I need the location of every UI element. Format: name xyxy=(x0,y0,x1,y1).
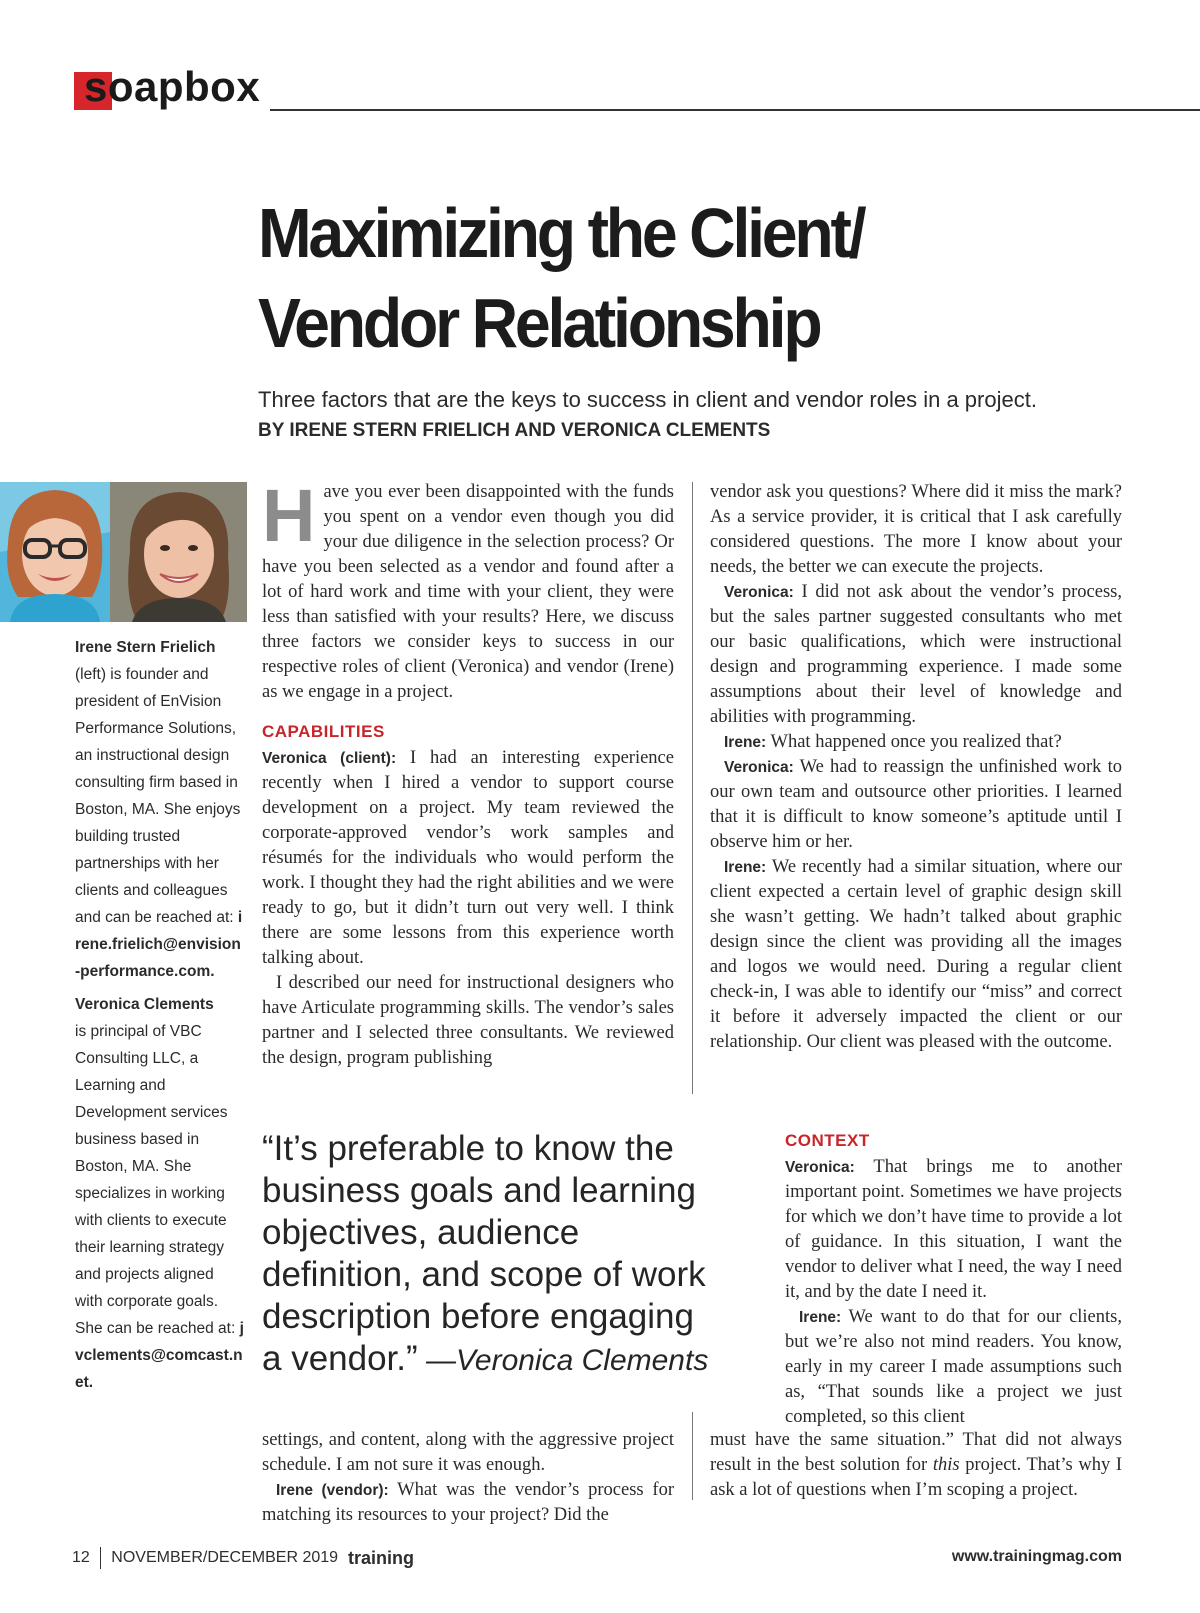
intro-text: ave you ever been disappointed with the funds you spent on a vendor even though you did your due diligence in the selection process? Or have you been selected as a vendor and found after a lot of hard work and time with your client, they were less than satisfied with your results? Here, we discuss three factors we consider keys to success in our respective roles of client (Veronica) and vendor (Irene) as we engage in a project. xyxy=(262,482,674,702)
paragraph-text: What happened once you realized that? xyxy=(766,732,1062,752)
paragraph-continued: settings, and content, along with the aggressive project schedule. I am not sure it was enough. xyxy=(262,1430,674,1475)
paragraph-irene-question xyxy=(710,730,1122,755)
bio-veronica-name: Veronica Clements xyxy=(75,996,214,1013)
paragraph-veronica-client xyxy=(262,746,674,971)
body-column-2-bottom xyxy=(262,1428,674,1528)
subtitle-text: Three factors that are the keys to success in client and vendor roles in a project. xyxy=(258,387,1037,412)
magazine-name: training xyxy=(348,1547,415,1568)
paragraph-veronica-reassign xyxy=(710,755,1122,855)
website-link[interactable]: www.trainingmag.com xyxy=(951,1548,1122,1565)
bio-veronica xyxy=(75,991,245,1396)
paragraph-text: I had an interesting experience recently when I hired a vendor to support course development on a project. My team reviewed the corporate-approved vendor’s work samples and résumés for the individuals who would perform the work. I thought they had the right abilities and we were ready to go, but it didn’t turn out very well. I think there are some lessons from this experience worth talking about. xyxy=(262,748,674,968)
title-line-1: Maximizing the Client/ xyxy=(258,194,864,272)
speaker-label: Irene (vendor): xyxy=(276,1482,389,1499)
paragraph-irene-mind-readers xyxy=(785,1305,1122,1430)
paragraph-irene-graphic-design xyxy=(710,855,1122,1055)
bio-irene-name: Irene Stern Frielich xyxy=(75,639,216,656)
author-photo-irene xyxy=(0,482,110,622)
heading-capabilities: CAPABILITIES xyxy=(262,722,385,741)
intro-paragraph xyxy=(262,474,674,705)
paragraph-continued xyxy=(710,1428,1122,1503)
paragraph-text: We recently had a similar situation, where our client expected a certain level of graphic design skill she wasn’t getting. We hadn’t talked about graphic design since the client was providing all the images and logos we would need. During a regular client check-in, I was able to identify our “miss” and correct it before it adversely impacted the client or our relationship. Our client was pleased with the outcome. xyxy=(710,857,1122,1052)
bio-irene xyxy=(75,634,245,985)
author-photo-veronica xyxy=(110,482,247,622)
title-line-2: Vendor Relationship xyxy=(258,284,820,362)
paragraph-irene-vendor xyxy=(262,1478,674,1528)
page-number: 12 xyxy=(72,1549,90,1566)
context-section xyxy=(785,1128,1122,1430)
issue-date: NOVEMBER/DECEMBER 2019 xyxy=(111,1549,339,1566)
body-column-2 xyxy=(262,474,674,1071)
author-bios xyxy=(75,634,245,1402)
emphasis-text: this xyxy=(932,1455,960,1475)
footer-left xyxy=(72,1547,414,1569)
column-divider xyxy=(692,482,693,1094)
footer-divider xyxy=(100,1547,102,1569)
paragraph-text: I did not ask about the vendor’s process, but the sales partner suggested consultants who met our basic qualifications, which were instructional design and programming experience. I made some assumptions about their level of knowledge and abilities with programming. xyxy=(710,582,1122,727)
speaker-label: Irene: xyxy=(799,1309,842,1326)
drop-cap: H xyxy=(262,474,316,557)
paragraph-text: We had to reassign the unfinished work to our own team and outsource other priorities. I learned that it is difficult to know someone’s aptitude until I observe him or her. xyxy=(710,757,1122,852)
pull-quote-text: “It’s preferable to know the business goals and learning objectives, audience definition, and scope of work description before engaging a vendor.” xyxy=(262,1129,706,1378)
speaker-label: Veronica: xyxy=(724,584,794,601)
paragraph-text: What was the vendor’s process for matching its resources to your project? Did the xyxy=(262,1480,674,1525)
bio-irene-email[interactable]: irene.frielich@envision-performance.com. xyxy=(75,909,243,980)
column-divider xyxy=(692,1412,693,1500)
paragraph-text: That brings me to another important point. Sometimes we have projects for which we don’t have time to provide a lot of guidance. In this situation, I want the vendor to deliver what I need, the way I need it, and by the date I need it. xyxy=(785,1157,1122,1302)
byline: BY IRENE STERN FRIELICH AND VERONICA CLEMENTS xyxy=(258,420,771,441)
article-subtitle xyxy=(258,385,1038,445)
bio-veronica-text: is principal of VBC Consulting LLC, a Learning and Development services business based in Boston, MA. She specializes in working with clients to execute their learning strategy and projects aligned with corporate goals. She can be reached at: xyxy=(75,1023,240,1337)
header-rule xyxy=(270,109,1200,111)
heading-context: CONTEXT xyxy=(785,1131,870,1150)
speaker-label: Veronica (client): xyxy=(262,750,397,767)
paragraph-veronica-process xyxy=(710,580,1122,730)
pull-quote-attribution: —Veronica Clements xyxy=(417,1344,709,1377)
section-logo: soapbox xyxy=(84,63,261,110)
speaker-label: Irene: xyxy=(724,734,767,751)
paragraph-veronica-guidance xyxy=(785,1155,1122,1305)
bio-irene-text: (left) is founder and president of EnVision Performance Solutions, an instructional design consulting firm based in Boston, MA. She enjoys building trusted partnerships with her clients and colleagues and can be reached at: xyxy=(75,666,241,926)
pull-quote xyxy=(262,1128,722,1382)
body-column-3-bottom xyxy=(710,1428,1122,1503)
paragraph-text: must have the same situation.” That did not always result in the best solution for xyxy=(710,1430,1122,1475)
paragraph-articulate: I described our need for instructional designers who have Articulate programming skills. The vendor’s sales partner and I selected three consultants. We reviewed the design, program publishing xyxy=(262,973,674,1068)
bio-veronica-email[interactable]: jvclements@comcast.net. xyxy=(75,1320,244,1391)
speaker-label: Veronica: xyxy=(785,1159,855,1176)
article-title xyxy=(258,188,1068,368)
speaker-label: Veronica: xyxy=(724,759,794,776)
paragraph-text: We want to do that for our clients, but we’re also not mind readers. You know, early in my career I made assumptions such as, “That sounds like a project we just completed, so this client xyxy=(785,1307,1122,1427)
body-column-3 xyxy=(710,480,1122,1055)
paragraph-text: project. That’s why I ask a lot of questions when I’m scoping a project. xyxy=(710,1455,1122,1500)
speaker-label: Irene: xyxy=(724,859,767,876)
paragraph-vendor-questions: vendor ask you questions? Where did it miss the mark? As a service provider, it is critical that I ask carefully considered questions. The more I know about your needs, the better we can execute the projects. xyxy=(710,482,1122,577)
